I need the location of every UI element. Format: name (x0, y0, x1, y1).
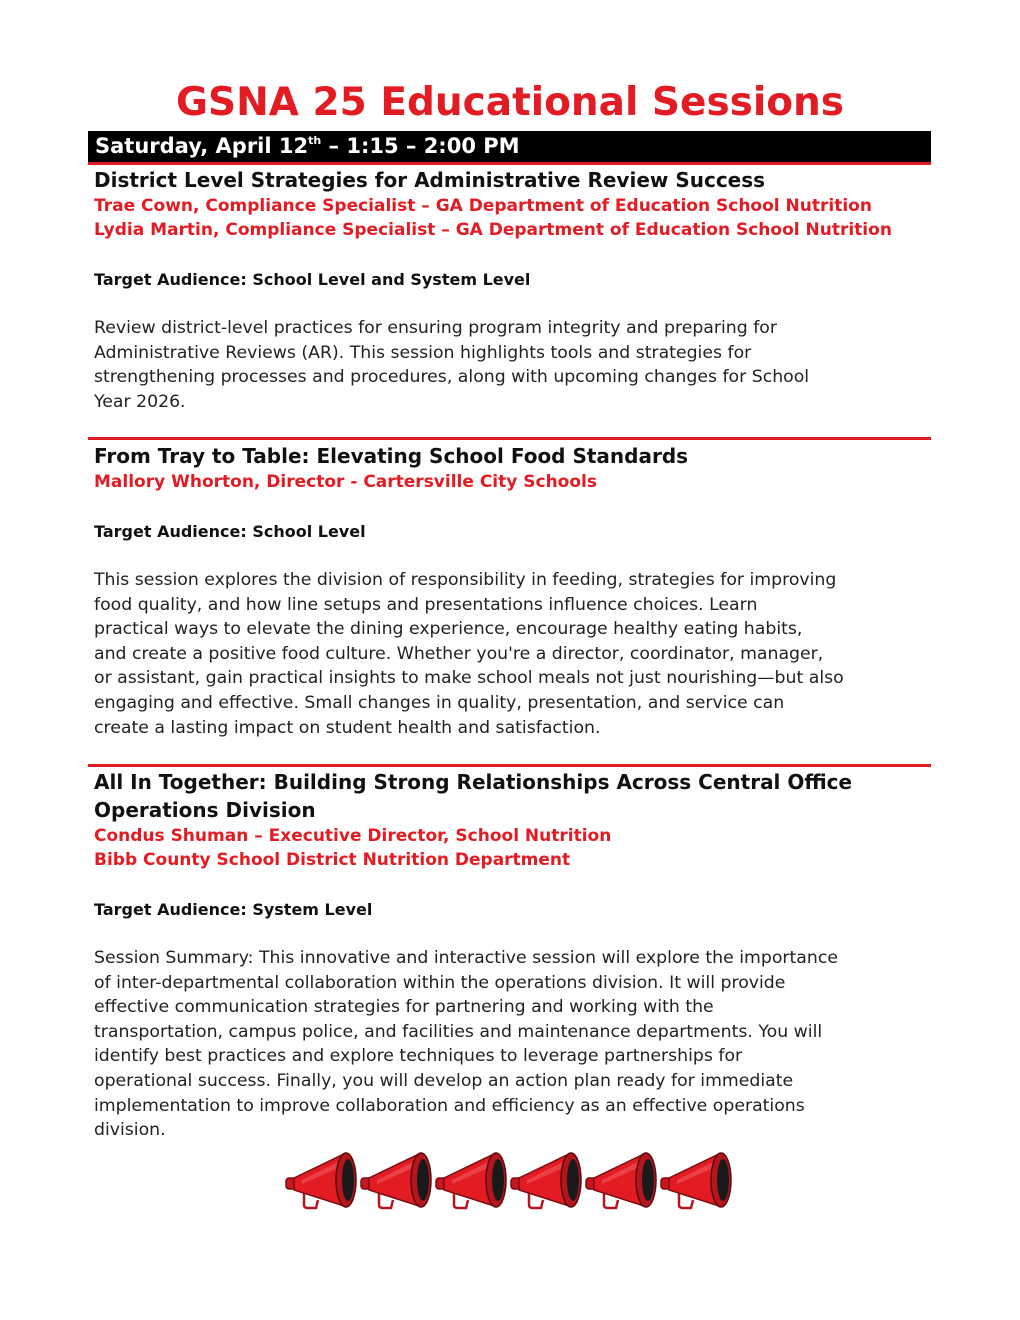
megaphone-icon (286, 1153, 356, 1208)
megaphone-icon (586, 1153, 656, 1208)
megaphone-icon (661, 1153, 731, 1208)
target-audience: Target Audience: School Level and System Level (94, 270, 531, 289)
speaker: Condus Shuman – Executive Director, School Nutrition (94, 826, 612, 846)
session-title: District Level Strategies for Administrative Review Success (94, 168, 766, 192)
divider (88, 437, 931, 440)
divider (88, 162, 931, 165)
session-date-bar (88, 131, 931, 162)
target-audience: Target Audience: School Level (94, 522, 366, 541)
speaker: Trae Cown, Compliance Specialist – GA Department of Education School Nutrition (94, 196, 872, 216)
session-1 (94, 166, 924, 414)
session-title: All In Together: Building Strong Relationships Across Central Office Operations Division (94, 770, 853, 822)
date-superscript: th (308, 134, 322, 147)
session-description: Session Summary: This innovative and interactive session will explore the importance of inter-departmental collaboration within the operations division. It will provide effective communication strategies for partnering and working with the transportation, campus police, and facilities and maintenance departments. You will identify best practices and explore techniques to leverage partnerships for operational success. Finally, you will develop an action plan ready for immediate implementation to improve collaboration and efficiency as an effective operations division. (94, 948, 838, 1141)
speaker: Mallory Whorton, Director - Cartersville City Schools (94, 472, 597, 492)
page-title: GSNA 25 Educational Sessions (175, 80, 845, 125)
megaphone-row (284, 1150, 744, 1214)
divider (88, 764, 931, 767)
session-title: From Tray to Table: Elevating School Food Standards (94, 444, 689, 468)
speaker: Lydia Martin, Compliance Specialist – GA Department of Education School Nutrition (94, 220, 892, 240)
session-2 (94, 442, 924, 740)
speaker: Bibb County School District Nutrition Department (94, 850, 571, 870)
session-3 (94, 768, 924, 1143)
megaphone-icon (361, 1153, 431, 1208)
megaphone-icon (511, 1153, 581, 1208)
session-description: This session explores the division of responsibility in feeding, strategies for improving food quality, and how line setups and presentations influence choices. Learn practical ways to elevate the dining experience, encourage healthy eating habits, and create a positive food culture. Whether you're a director, coordinator, manager, or assistant, gain practical insights to make school meals not just nourishing—but also engaging and effective. Small changes in quality, presentation, and service can create a lasting impact on student health and satisfaction. (94, 570, 844, 738)
target-audience: Target Audience: System Level (94, 900, 373, 919)
time-text: – 1:15 – 2:00 PM (321, 134, 520, 158)
session-description: Review district-level practices for ensuring program integrity and preparing for Administrative Reviews (AR). This session highlights tools and strategies for strengthening processes and procedures, along with upcoming changes for School Year 2026. (94, 318, 810, 412)
megaphone-icon (436, 1153, 506, 1208)
date-text: Saturday, April 12 (95, 134, 309, 158)
